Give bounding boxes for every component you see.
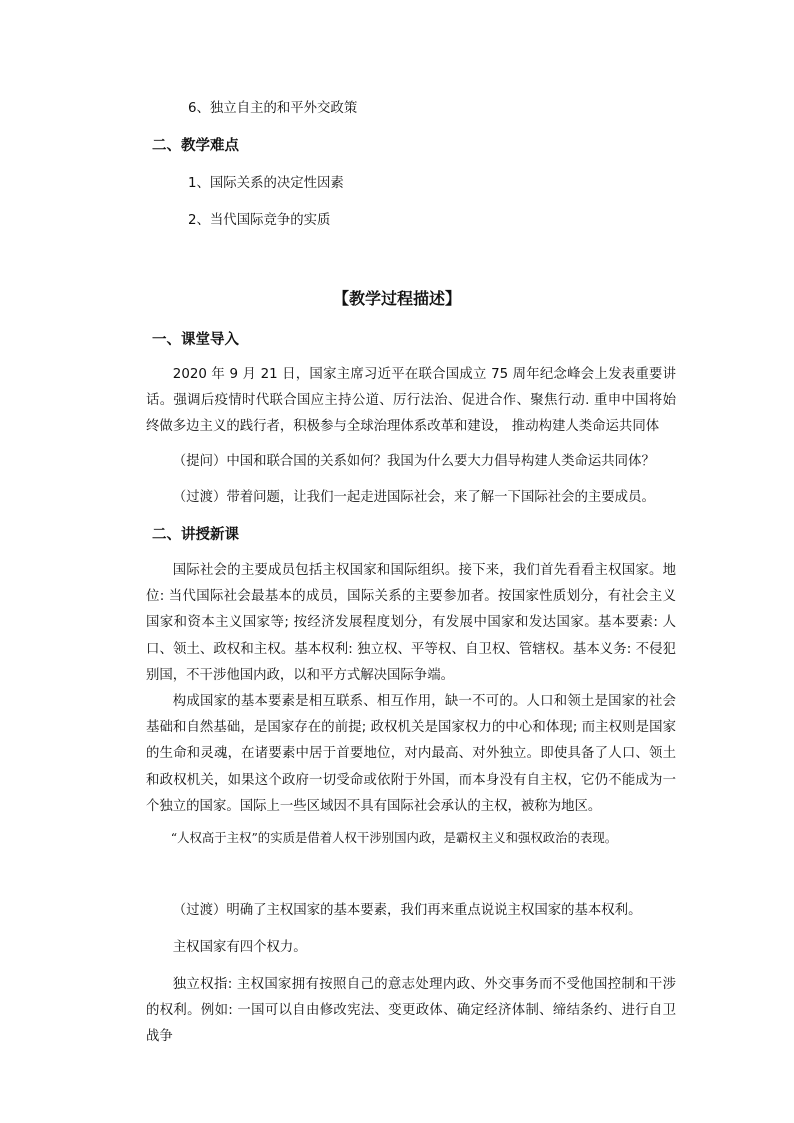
- section-heading-lecture: 二、讲授新课: [152, 527, 239, 543]
- section-heading-difficulties: 二、教学难点: [152, 138, 239, 154]
- lecture-paragraph-2: 构成国家的基本要素是相互联系、相互作用，缺一不可的。人口和领土是国家的社会基础和自然基础，是国家存在的前提; 政权机关是国家权力的中心和体现; 而主权则是国家的生命和灵魂，在诸要素中居于首要地位，对内最高、对外独立。即使具备了人口、领土和政权机关，如果这个政府一切受命或依附于外国，而本身没有自主权，它仍不能成为一个独立的国家。国际上一些区域因不具有国际社会承认的主权，被称为地区。: [146, 694, 676, 814]
- intro-paragraph: 2020 年 9 月 21 日，国家主席习近平在联合国成立 75 周年纪念峰会上发表重要讲话。强调后疫情时代联合国应主持公道、厉行法治、促进合作、聚焦行动. 重申中国将始终做多边主义的践行者，积极参与全球治理体系改革和建设， 推动构建人类命运共同体: [146, 367, 676, 435]
- intro-question: （提问）中国和联合国的关系如何？我国为什么要大力倡导构建人类命运共同体？: [172, 454, 655, 469]
- lecture-quote: “人权高于主权”的实质是借着人权干涉别国内政，是霸权主义和强权政治的表现。: [170, 830, 618, 845]
- lecture-paragraph-1: 国际社会的主要成员包括主权国家和国际组织。接下来，我们首先看看主权国家。地位: 当代国际社会最基本的成员，国际关系的主要参加者。按国家性质划分，有社会主义国家和资本主义国家等; 按经济发展程度划分，有发展中国家和发达国家。基本要素: 人口、领土、政权和主权。基本权利: 独立权、平等权、自卫权、管辖权。基本义务: 不侵犯别国，不干涉他国内政，以和平方式解决国际争端。: [146, 563, 676, 683]
- difficulty-item-1: 1、国际关系的决定性因素: [188, 176, 344, 191]
- four-powers-line: 主权国家有四个权力。: [172, 940, 307, 955]
- difficulty-item-2: 2、当代国际竞争的实质: [188, 213, 331, 228]
- list-item-6: 6、独立自主的和平外交政策: [188, 101, 358, 116]
- independence-right-paragraph: 独立权指: 主权国家拥有按照自己的意志处理内政、外交事务而不受他国控制和干涉的权利。例如: 一国可以自由修改宪法、变更政体、确定经济体制、缔结条约、进行自卫战争: [146, 977, 676, 1045]
- process-title: 【教学过程描述】: [332, 289, 461, 308]
- intro-transition: （过渡）带着问题，让我们一起走进国际社会，来了解一下国际社会的主要成员。: [172, 490, 655, 505]
- section-heading-intro: 一、课堂导入: [152, 332, 239, 348]
- lecture-transition: （过渡）明确了主权国家的基本要素，我们再来重点说说主权国家的基本权利。: [172, 903, 642, 918]
